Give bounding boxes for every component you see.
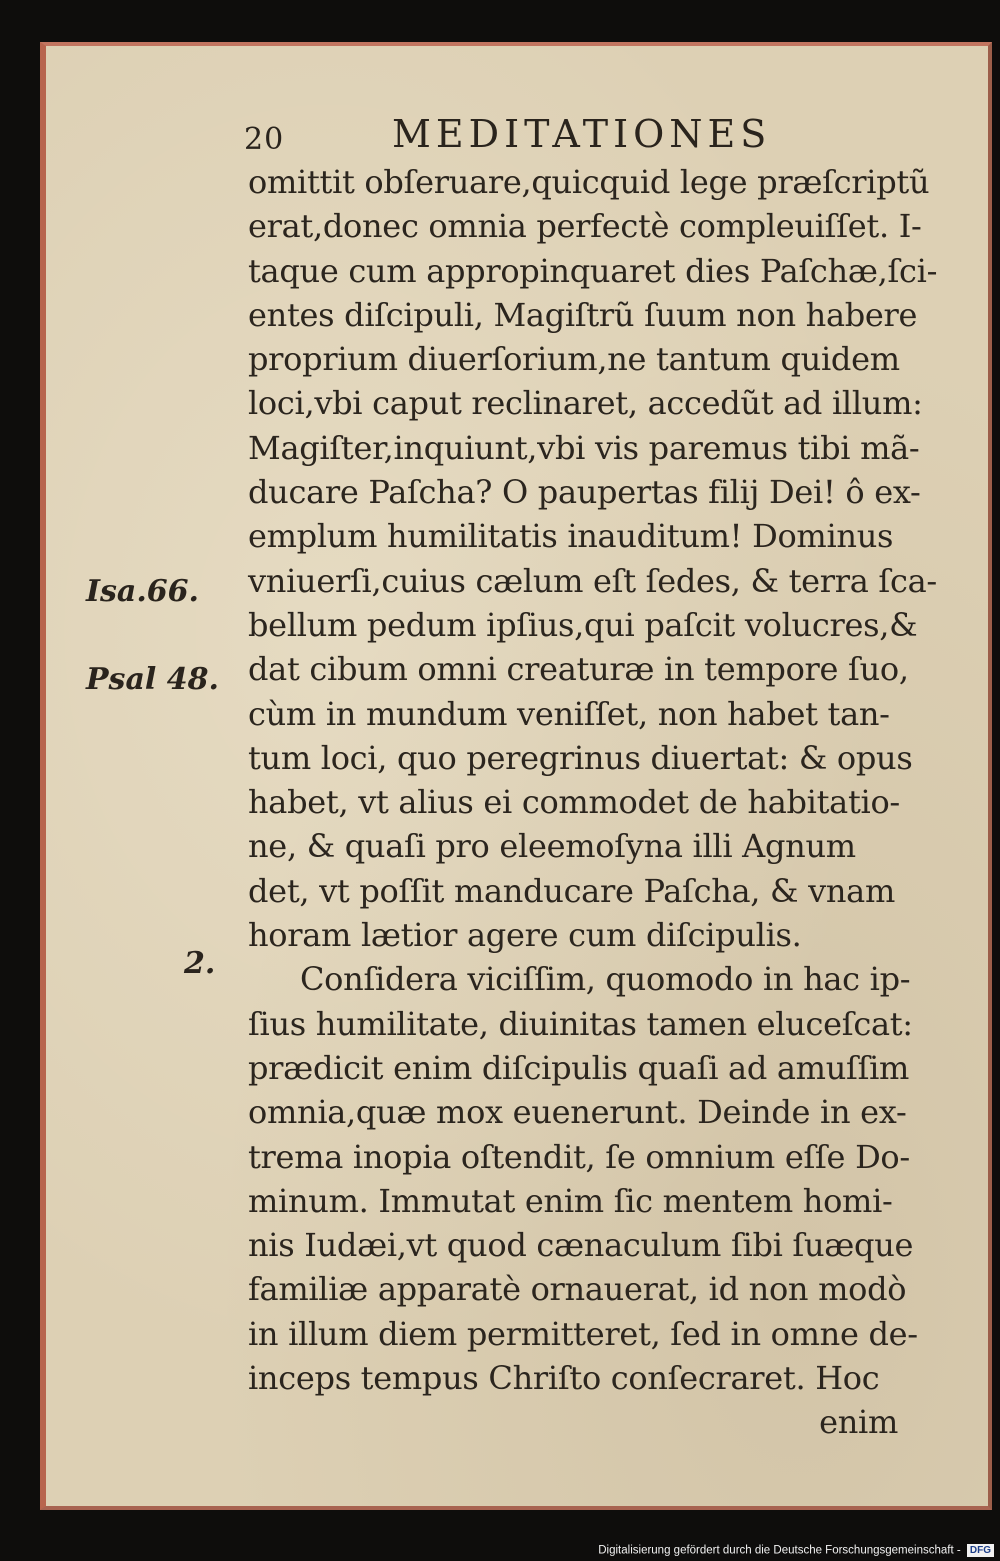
text-line: horam lætior agere cum diſcipulis. xyxy=(248,916,802,955)
text-line: ducare Paſcha? O paupertas filij Dei! ô ex- xyxy=(248,473,921,512)
text-line: proprium diuerſorium,ne tantum quidem xyxy=(248,340,900,379)
credit-text: Digitalisierung gefördert durch die Deutsche Forschungsgemeinschaft - xyxy=(598,1544,961,1557)
running-title: MEDITATIONES xyxy=(392,112,772,156)
text-line: omnia,quæ mox euenerunt. Deinde in ex- xyxy=(248,1093,907,1132)
text-line: loci,vbi caput reclinaret, accedũt ad illum: xyxy=(248,384,923,423)
text-line: entes diſcipuli, Magiſtrũ ſuum non habere xyxy=(248,295,918,334)
text-line: familiæ apparatè ornauerat, id non modò xyxy=(248,1270,907,1309)
text-line: dat cibum omni creaturæ in tempore ſuo, xyxy=(248,650,909,689)
text-line: vniuerſi,cuius cælum eſt ſedes, & terra ſca- xyxy=(248,561,937,600)
body-text xyxy=(248,160,948,1445)
text-line: tum loci, quo peregrinus diuertat: & opus xyxy=(248,738,913,777)
text-line: Magiſter,inquiunt,vbi vis paremus tibi mã- xyxy=(248,428,920,467)
text-line: nis Iudæi,vt quod cænaculum ſibi ſuæque xyxy=(248,1226,914,1265)
digitization-credit xyxy=(598,1544,994,1557)
text-line: ne, & quaſi pro eleemoſyna illi Agnum xyxy=(248,827,856,866)
page-number: 20 xyxy=(244,122,285,157)
text-line: erat,donec omnia perfectè compleuiſſet. I- xyxy=(248,207,922,246)
text-line: cùm in mundum veniſſet, non habet tan- xyxy=(248,694,890,733)
text-line: minum. Immutat enim ſic mentem homi- xyxy=(248,1181,893,1220)
text-line: ſius humilitate, diuinitas tamen eluceſcat: xyxy=(248,1004,913,1043)
text-line: omittit obſeruare,quicquid lege præſcriptũ xyxy=(248,163,930,201)
margin-note-psalm: Psal 48. xyxy=(86,662,219,697)
dfg-logo: DFG xyxy=(967,1544,994,1557)
margin-note-section-number: 2. xyxy=(184,946,216,981)
text-line: taque cum appropinquaret dies Paſchæ,ſci- xyxy=(248,251,938,290)
text-line: in illum diem permitteret, ſed in omne de- xyxy=(248,1314,918,1353)
text-line: emplum humilitatis inauditum! Dominus xyxy=(248,517,894,556)
page-header xyxy=(244,112,824,158)
text-line: bellum pedum ipſius,qui paſcit volucres,& xyxy=(248,605,918,644)
text-line: det, vt poſſit manducare Paſcha, & vnam xyxy=(248,871,896,910)
margin-note-isaiah: Isa.66. xyxy=(86,574,199,609)
text-line: habet, vt alius ei commodet de habitatio- xyxy=(248,783,900,822)
catchword: enim xyxy=(819,1403,898,1442)
text-line: inceps tempus Chriſto conſecraret. Hoc xyxy=(248,1359,880,1398)
text-line: trema inopia oſtendit, ſe omnium eſſe Do- xyxy=(248,1137,910,1176)
text-line: Conſidera viciſſim, quomodo in hac ip- xyxy=(300,960,911,999)
text-line: prædicit enim diſcipulis quaſi ad amuſſim xyxy=(248,1048,910,1087)
